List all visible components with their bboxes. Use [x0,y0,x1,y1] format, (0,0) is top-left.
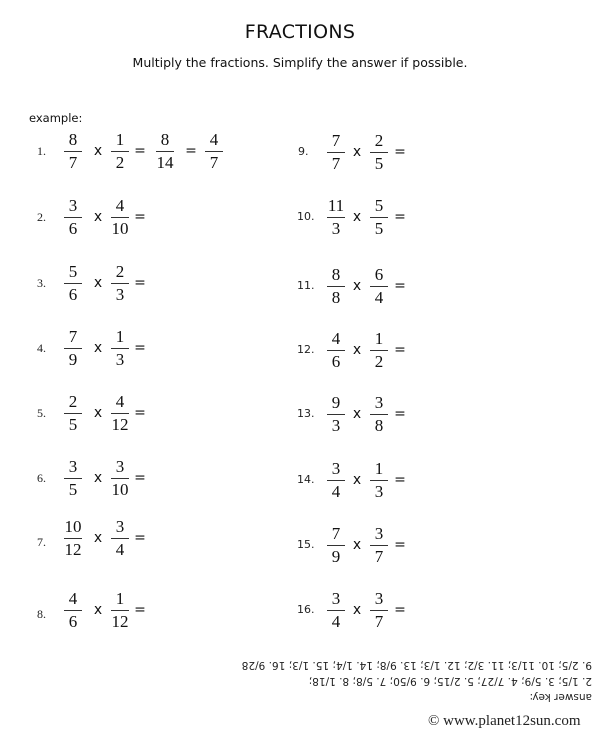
equals-sign: = [394,342,406,358]
times-sign: x [352,472,362,488]
equals-sign: = [134,209,146,225]
numerator: 3 [68,196,78,215]
times-sign: x [93,405,103,421]
equals-sign: = [394,406,406,422]
equals-sign: = [134,275,146,291]
equals-sign: = [134,143,146,159]
fraction-bar [370,480,388,481]
fraction-bar [327,414,345,415]
fraction-a [321,131,351,174]
denominator: 4 [331,612,341,631]
fraction-bar [327,545,345,546]
problem-row [0,196,600,240]
equals-sign: = [134,602,146,618]
equals-sign: = [394,278,406,294]
problem-number: 15. [297,538,315,551]
denominator: 8 [374,416,384,435]
answer-key-label: answer key: [529,691,592,703]
problem-number: 1. [37,144,46,158]
fraction-bar [370,350,388,351]
denominator: 4 [374,288,384,307]
problem-number: 11. [297,279,315,292]
fraction-bar [370,286,388,287]
numerator: 3 [68,457,78,476]
denominator: 3 [115,285,125,304]
problem-row [0,524,600,568]
equals-sign: = [394,537,406,553]
numerator: 6 [374,265,384,284]
fraction-b [364,393,394,436]
times-sign: x [93,470,103,486]
numerator: 5 [374,196,384,215]
numerator: 4 [115,392,125,411]
times-sign: x [93,602,103,618]
fraction-bar [370,414,388,415]
equals-sign: = [394,209,406,225]
numerator: 3 [331,459,341,478]
equals-sign: = [134,405,146,421]
numerator: 2 [115,262,125,281]
denominator: 7 [374,612,384,631]
denominator: 6 [68,219,78,238]
times-sign: x [352,144,362,160]
answer-key-line-1: 2. 1/5; 3. 5/9; 4. 7/27; 5. 2/15; 6. 9/50; 7. 5/8; 8. 1/18; [308,675,592,687]
numerator: 3 [374,393,384,412]
fraction-bar [327,286,345,287]
denominator: 7 [374,547,384,566]
times-sign: x [352,209,362,225]
fraction-b [364,265,394,308]
numerator: 9 [331,393,341,412]
problem-number: 2. [37,210,46,224]
denominator: 2 [115,153,125,172]
problem-number: 10. [297,210,315,223]
fraction-a [321,459,351,502]
fraction-b [364,131,394,174]
problem-row [0,329,600,373]
problem-row [0,265,600,309]
denominator: 5 [374,154,384,173]
fraction-a [321,329,351,372]
equals-sign: = [185,143,197,159]
times-sign: x [352,537,362,553]
answer-key-line-2: 9. 2/5; 10. 11/3; 11. 3/2; 12. 1/3; 13. 9/8; 14. 1/4; 15. 1/3; 16. 9/28 [241,659,592,671]
denominator: 10 [111,219,129,238]
numerator: 8 [68,130,78,149]
problem-number: 6. [37,471,46,485]
denominator: 4 [115,540,125,559]
fraction-a [321,265,351,308]
problem-row [0,589,600,633]
numerator: 5 [68,262,78,281]
denominator: 7 [209,153,219,172]
fraction-b [364,459,394,502]
example-label: example: [29,111,83,125]
denominator: 4 [331,482,341,501]
problem-number: 8. [37,607,46,621]
numerator: 1 [115,589,125,608]
equals-sign: = [134,470,146,486]
numerator: 1 [374,329,384,348]
answer-key-upside-down [192,657,592,705]
numerator: 4 [331,329,341,348]
denominator: 10 [111,480,129,499]
problem-number: 16. [297,603,315,616]
numerator: 7 [331,524,341,543]
fraction-bar [370,610,388,611]
denominator: 7 [68,153,78,172]
problem-number: 12. [297,343,315,356]
times-sign: x [93,275,103,291]
denominator: 9 [68,350,78,369]
fraction-b [364,196,394,239]
fraction-b [364,329,394,372]
denominator: 8 [331,288,341,307]
denominator: 5 [68,415,78,434]
denominator: 12 [111,415,129,434]
problem-row [0,459,600,503]
numerator: 4 [68,589,78,608]
worksheet-title: FRACTIONS [244,21,356,43]
numerator: 1 [115,327,125,346]
problem-number: 7. [37,535,46,549]
problem-number: 14. [297,473,315,486]
numerator: 2 [374,131,384,150]
equals-sign: = [134,530,146,546]
equals-sign: = [394,602,406,618]
denominator: 3 [331,416,341,435]
problem-number: 3. [37,276,46,290]
fraction-a [321,196,351,239]
times-sign: x [93,209,103,225]
denominator: 14 [156,153,174,172]
times-sign: x [352,278,362,294]
problem-row [0,131,600,175]
fraction-bar [327,152,345,153]
denominator: 3 [115,350,125,369]
denominator: 6 [68,612,78,631]
denominator: 5 [68,480,78,499]
numerator: 8 [331,265,341,284]
times-sign: x [352,602,362,618]
denominator: 7 [331,154,341,173]
fraction-b [364,589,394,632]
fraction-a [321,524,351,567]
fraction-bar [327,217,345,218]
fraction-bar [327,480,345,481]
numerator: 4 [209,130,219,149]
denominator: 9 [331,547,341,566]
numerator: 1 [374,459,384,478]
fraction-bar [370,545,388,546]
fraction-a [321,589,351,632]
fraction-a [321,393,351,436]
numerator: 3 [115,517,125,536]
numerator: 8 [160,130,170,149]
times-sign: x [352,406,362,422]
times-sign: x [93,340,103,356]
fraction-bar [327,350,345,351]
numerator: 3 [115,457,125,476]
denominator: 12 [111,612,129,631]
problem-row [0,393,600,437]
denominator: 3 [331,219,341,238]
equals-sign: = [134,340,146,356]
equals-sign: = [394,472,406,488]
numerator: 11 [327,196,345,215]
denominator: 5 [374,219,384,238]
times-sign: x [352,342,362,358]
numerator: 1 [115,130,125,149]
times-sign: x [93,143,103,159]
problem-number: 9. [298,145,309,158]
denominator: 2 [374,352,384,371]
numerator: 3 [374,589,384,608]
numerator: 3 [374,524,384,543]
numerator: 7 [68,327,78,346]
denominator: 12 [64,540,82,559]
instructions: Multiply the fractions. Simplify the answer if possible. [132,55,468,70]
equals-sign: = [394,144,406,160]
fraction-bar [327,610,345,611]
fraction-bar [370,217,388,218]
numerator: 4 [115,196,125,215]
site-credit: © www.planet12sun.com [428,713,581,729]
denominator: 3 [374,482,384,501]
problem-number: 5. [37,406,46,420]
times-sign: x [93,530,103,546]
numerator: 3 [331,589,341,608]
numerator: 10 [64,517,82,536]
problem-number: 13. [297,407,315,420]
numerator: 7 [331,131,341,150]
fraction-bar [370,152,388,153]
denominator: 6 [68,285,78,304]
problem-number: 4. [37,341,46,355]
denominator: 6 [331,352,341,371]
numerator: 2 [68,392,78,411]
fraction-b [364,524,394,567]
